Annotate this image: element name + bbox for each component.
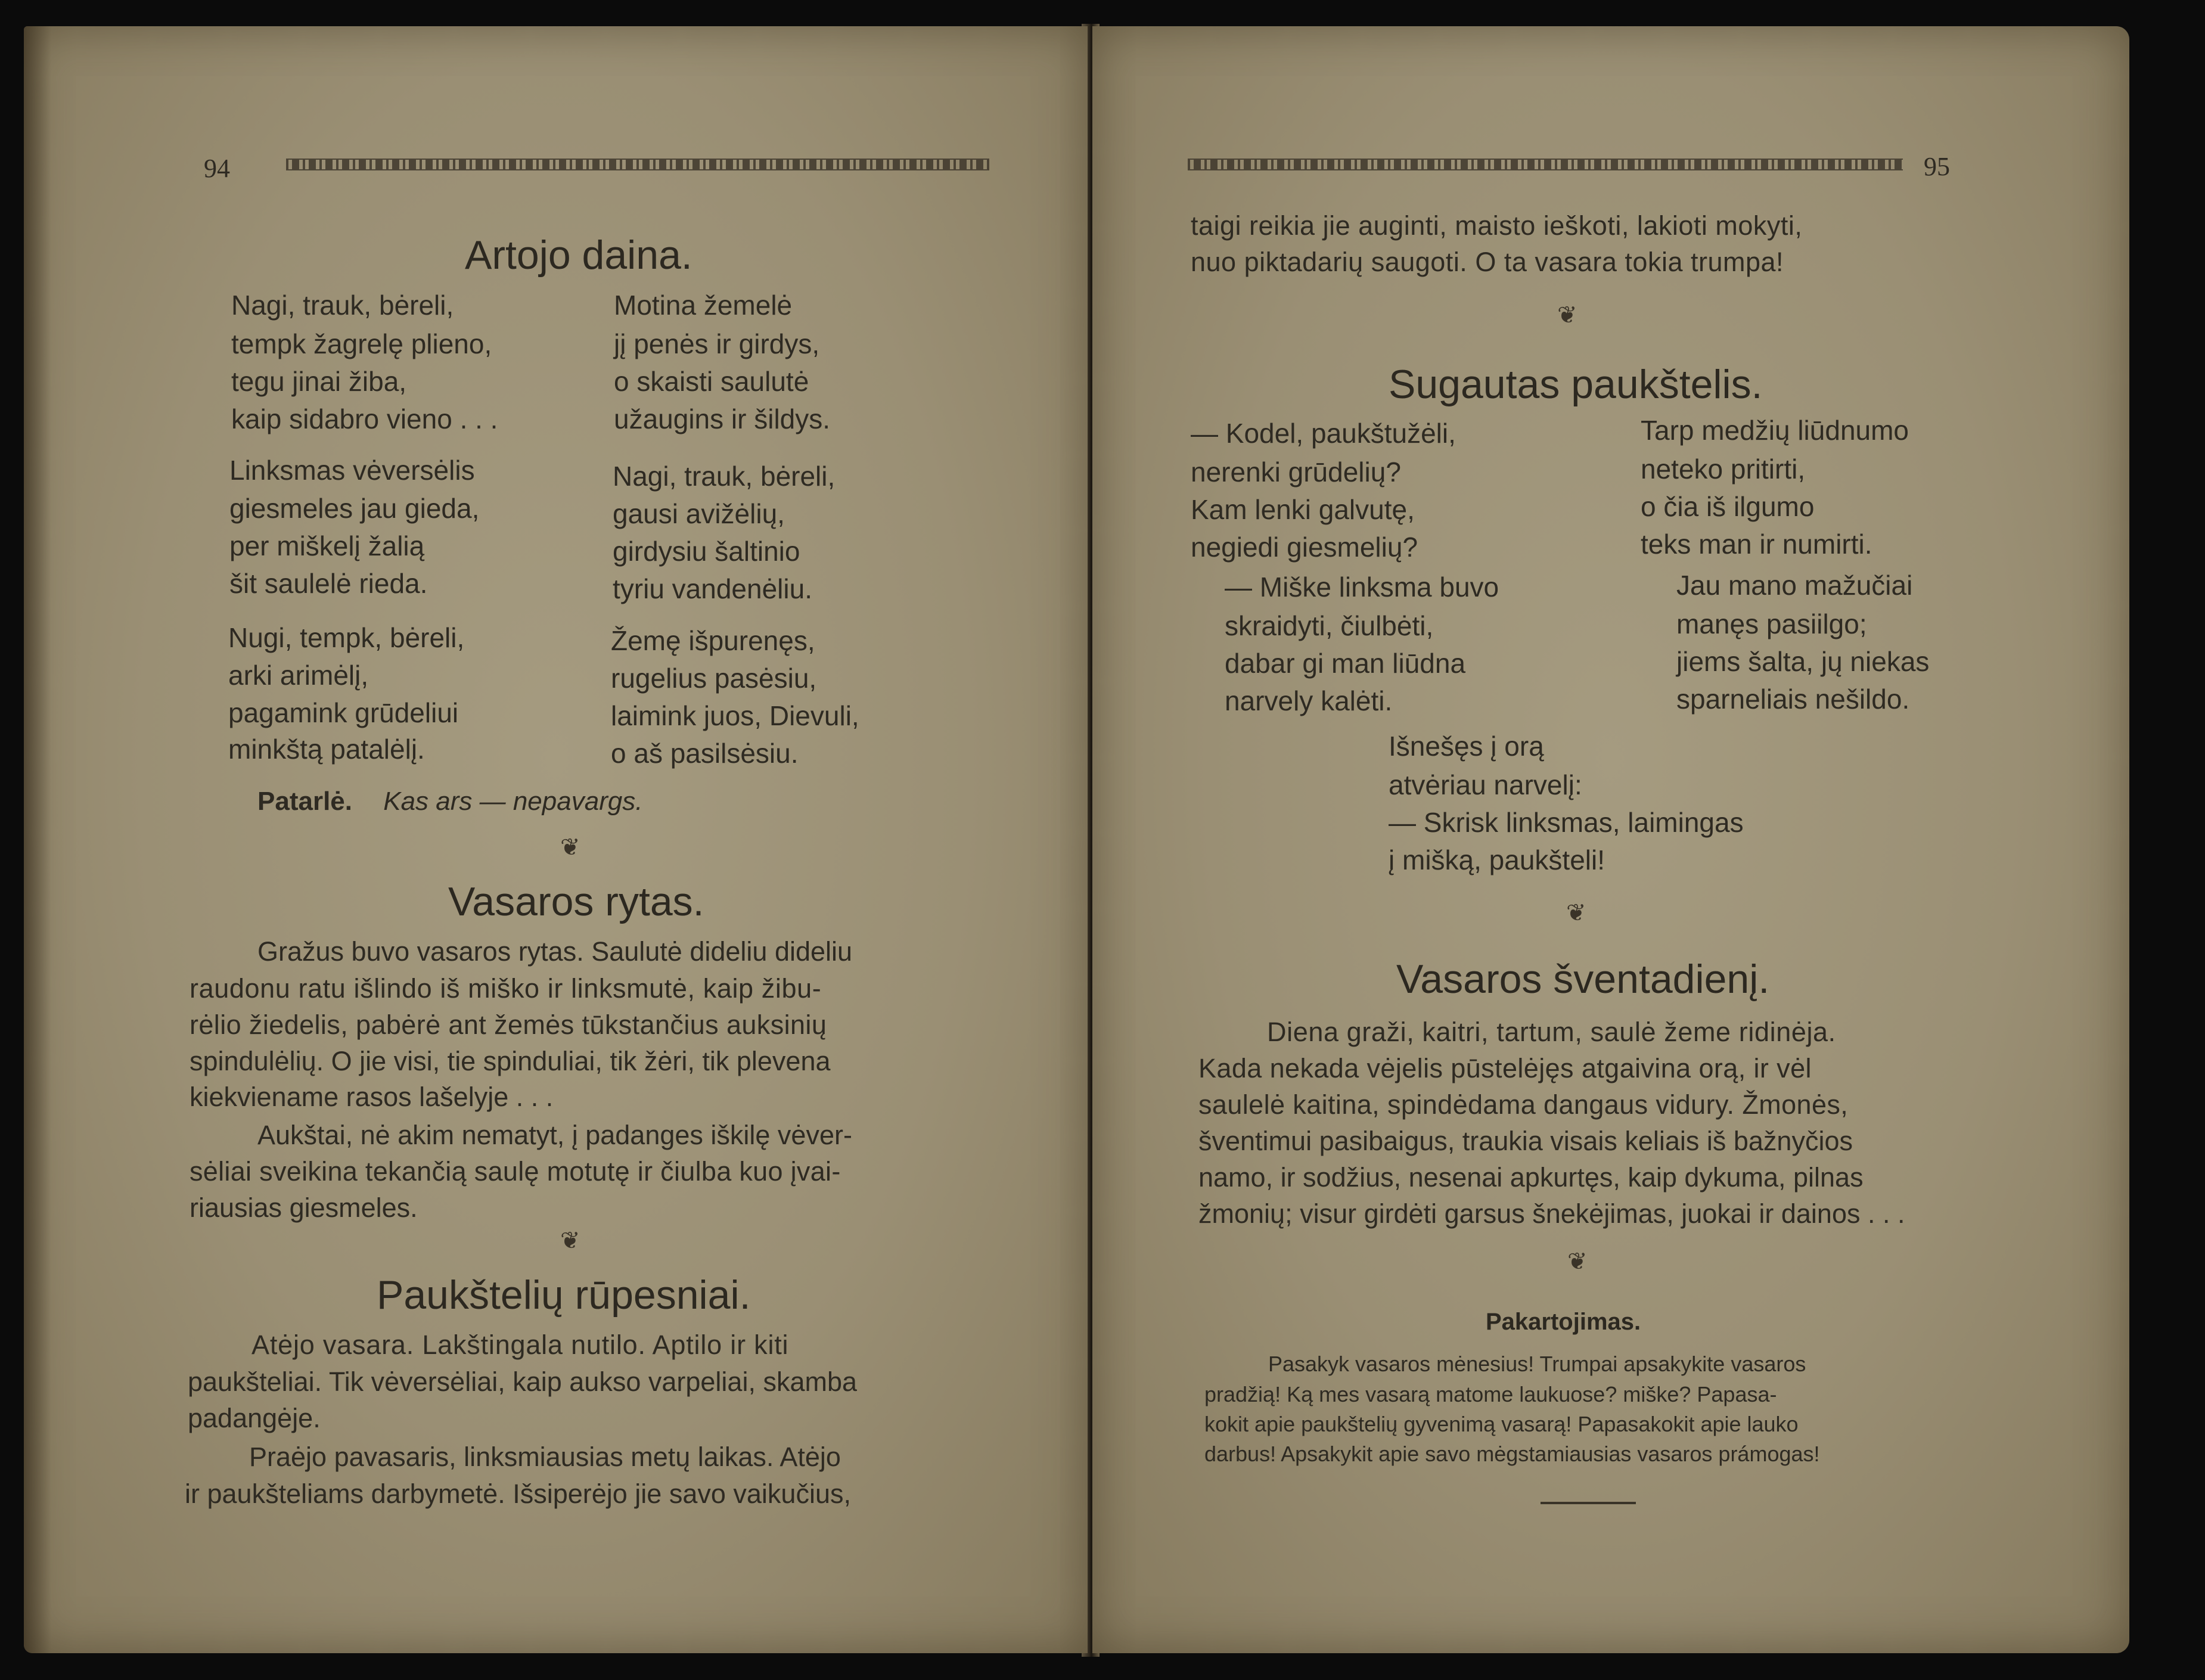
prose-line: šventimui pasibaigus, traukia visais keliais iš bažnyčios [1198, 1126, 1853, 1156]
prose-line: Kada nekada vėjelis pūstelėjęs atgaivina orą, ir vėl [1198, 1053, 1812, 1083]
section-title: Pakartojimas. [1486, 1309, 1641, 1335]
poem-line: Tarp medžių liūdnumo [1641, 415, 1909, 446]
poem-line: tyriu vandenėliu. [613, 573, 812, 604]
poem-line: tegu jinai žiba, [231, 366, 407, 397]
poem-line: Linksmas vėversėlis [229, 455, 475, 486]
leaf-ornament-icon: ❦ [1567, 1249, 1588, 1275]
poem-line: gausi avižėlių, [613, 498, 785, 529]
poem-line: Jau mano mažučiai [1676, 570, 1913, 601]
prose-line: raudonu ratu išlindo iš miško ir linksmutė, kaip žibu- [190, 973, 822, 1004]
poem-line: manęs pasiilgo; [1676, 608, 1867, 639]
poem-line: jį penės ir girdys, [614, 328, 820, 359]
prose-line: kokit apie paukštelių gyvenimą vasarą! Papasakokit apie lauko [1204, 1412, 1799, 1436]
poem-line: — Skrisk linksmas, laimingas [1389, 807, 1744, 838]
poem-line: skraidyti, čiulbėti, [1225, 610, 1434, 641]
prose-line: Diena graži, kaitri, tartum, saulė žeme ridinėja. [1267, 1017, 1836, 1047]
prose-line: rėlio žiedelis, pabėrė ant žemės tūkstančius auksinių [190, 1010, 827, 1040]
header-ornament [1188, 159, 1903, 170]
page-number: 95 [1924, 152, 1950, 181]
prose-line: Aukštai, nė akim nematyt, į padanges iškilę vėver- [257, 1120, 852, 1150]
prose-line: Gražus buvo vasaros rytas. Saulutė dideliu dideliu [257, 936, 853, 967]
section-title: Vasaros šventadienį. [1396, 957, 1770, 1002]
poem-line: dabar gi man liūdna [1225, 648, 1466, 679]
poem-line: tempk žagrelę plieno, [231, 328, 492, 359]
poem-line: o skaisti saulutė [614, 366, 809, 397]
end-separator [1541, 1502, 1636, 1504]
poem-line: teks man ir numirti. [1641, 529, 1872, 560]
prose-line: sėliai sveikina tekančią saulę motutę ir čiulba kuo įvai- [190, 1156, 841, 1187]
poem-line: per miškelį žalią [229, 530, 425, 561]
prose-line: Praėjo pavasaris, linksmiausias metų laikas. Atėjo [249, 1442, 841, 1472]
poem-line: girdysiu šaltinio [613, 536, 800, 567]
prose-line: namo, ir sodžius, nesenai apkurtęs, kaip dykuma, pilnas [1198, 1162, 1864, 1193]
leaf-ornament-icon: ❦ [560, 1228, 580, 1254]
poem-line: į mišką, paukšteli! [1389, 844, 1605, 875]
poem-line: šit saulelė rieda. [229, 568, 428, 599]
prose-line: taigi reikia jie auginti, maisto ieškoti, lakioti mokyti, [1191, 210, 1803, 241]
left-page [24, 26, 1088, 1653]
section-title: Vasaros rytas. [448, 879, 704, 924]
poem-line: laimink juos, Dievuli, [611, 700, 859, 731]
poem-line: narvely kalėti. [1225, 685, 1393, 716]
proverb-label: Patarlė. [257, 787, 352, 816]
poem-line: pagamink grūdeliui [228, 697, 459, 728]
poem-line: Kam lenki galvutę, [1191, 494, 1415, 525]
poem-line: užaugins ir šildys. [614, 403, 831, 434]
prose-line: paukšteliai. Tik vėversėliai, kaip aukso varpeliai, skamba [188, 1367, 858, 1397]
page-edge-shadow [24, 26, 51, 1653]
poem-line: jiems šalta, jų niekas [1676, 646, 1930, 677]
prose-line: kiekviename rasos lašelyje . . . [190, 1082, 554, 1112]
leaf-ornament-icon: ❦ [1557, 302, 1577, 328]
poem-line: o čia iš ilgumo [1641, 491, 1815, 522]
proverb-text: Kas ars — nepavargs. [383, 787, 643, 816]
poem-line: Nugi, tempk, bėreli, [228, 622, 465, 653]
poem-line: Nagi, trauk, bėreli, [231, 290, 454, 321]
poem-line: Žemę išpurenęs, [611, 625, 815, 656]
poem-line: kaip sidabro vieno . . . [231, 403, 498, 434]
proverb [257, 787, 643, 816]
poem-title: Artojo daina. [465, 232, 692, 278]
section-title: Paukštelių rūpesniai. [377, 1272, 751, 1318]
prose-line: spindulėlių. O jie visi, tie spinduliai, tik žėri, tik plevena [190, 1046, 831, 1076]
prose-line: pradžią! Ką mes vasarą matome laukuose? miške? Papasa- [1204, 1382, 1777, 1406]
poem-line: Motina žemelė [614, 290, 793, 321]
prose-line: padangėje. [188, 1403, 321, 1433]
poem-line: rugelius pasėsiu, [611, 663, 817, 694]
poem-line: Išnešęs į orą [1389, 731, 1544, 762]
poem-line: — Miške linksma buvo [1225, 572, 1499, 603]
poem-line: negiedi giesmelių? [1191, 532, 1418, 563]
poem-line: nerenki grūdelių? [1191, 457, 1401, 487]
poem-title: Sugautas paukštelis. [1389, 362, 1763, 407]
leaf-ornament-icon: ❦ [560, 834, 580, 861]
poem-line: arki arimėlį, [228, 660, 369, 691]
prose-line: riausias giesmeles. [190, 1193, 418, 1223]
prose-line: Atėjo vasara. Lakštingala nutilo. Aptilo ir kiti [251, 1330, 789, 1360]
prose-line: ir paukšteliams darbymetė. Išsiperėjo jie savo vaikučius, [185, 1479, 851, 1509]
prose-line: žmonių; visur girdėti garsus šnekėjimas, juokai ir dainos . . . [1198, 1198, 1905, 1229]
prose-line: darbus! Apsakykit apie savo mėgstamiausias vasaros prámogas! [1204, 1442, 1820, 1466]
poem-line: atvėriau narvelį: [1389, 769, 1582, 800]
prose-line: Pasakyk vasaros mėnesius! Trumpai apsakykite vasaros [1268, 1352, 1806, 1376]
header-ornament [286, 159, 989, 170]
poem-line: giesmeles jau gieda, [229, 493, 480, 524]
right-page [1092, 26, 2129, 1653]
leaf-ornament-icon: ❦ [1566, 900, 1586, 926]
prose-line: saulelė kaitina, spindėdama dangaus vidury. Žmonės, [1198, 1089, 1849, 1120]
poem-line: o aš pasilsėsiu. [611, 738, 799, 769]
poem-line: neteko pritirti, [1641, 454, 1806, 485]
poem-line: sparneliais nešildo. [1676, 684, 1910, 715]
page-number: 94 [204, 154, 230, 183]
poem-line: Nagi, trauk, bėreli, [613, 461, 836, 492]
poem-line: minkštą patalėlį. [228, 734, 425, 765]
prose-line: nuo piktadarių saugoti. O ta vasara tokia trumpa! [1191, 247, 1784, 277]
poem-line: — Kodel, paukštužėli, [1191, 418, 1456, 449]
